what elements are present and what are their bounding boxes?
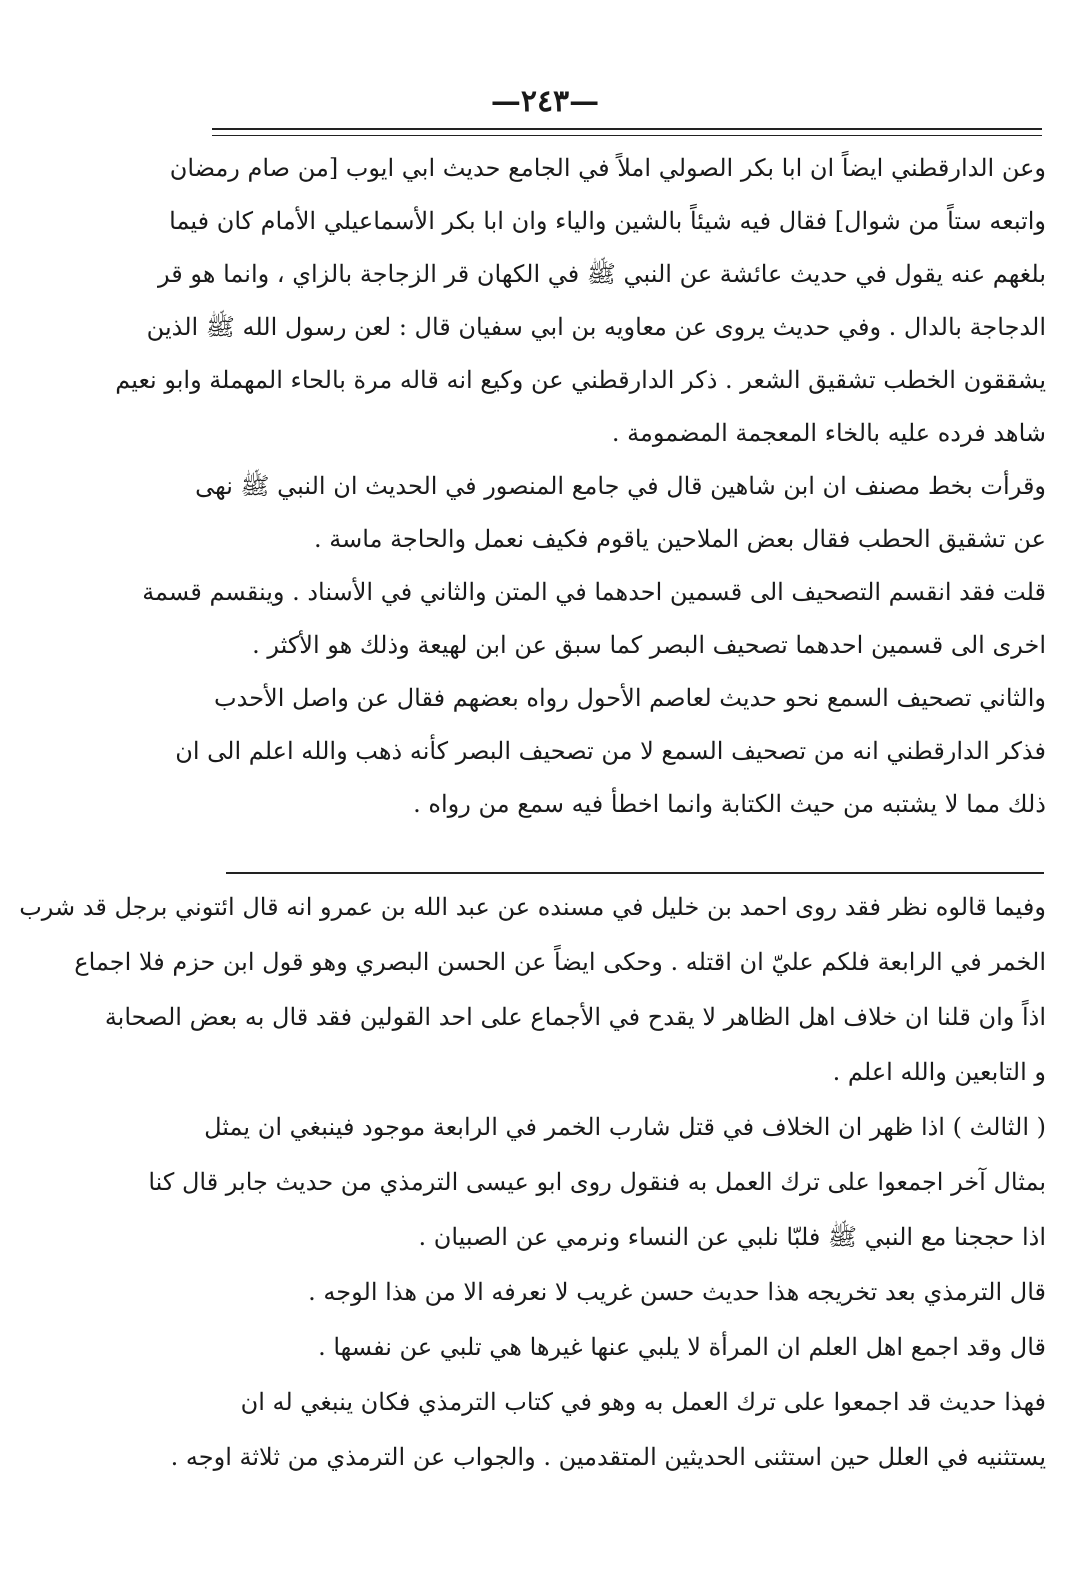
footnote-text-line: وفيما قالوه نظر فقد روى احمد بن خليل في مسنده عن عبد الله بن عمرو انه قال ائتوني برجل قد شرب (19, 893, 1046, 921)
main-text-line: واتبعه ستاً من شوال] فقال فيه شيئاً بالشين والياء وان ابا بكر الأسماعيلي الأمام كان فيما (169, 207, 1046, 235)
footnote-text-line: قال وقد اجمع اهل العلم ان المرأة لا يلبي عنها غيرها هي تلبي عن نفسها . (318, 1333, 1046, 1361)
main-text-line: بلغهم عنه يقول في حديث عائشة عن النبي ﷺ في الكهان قر الزجاجة بالزاي ، وانما هو قر (158, 260, 1046, 288)
main-text-line: الدجاجة بالدال . وفي حديث يروى عن معاويه بن ابي سفيان قال : لعن رسول الله ﷺ الذين (146, 313, 1046, 341)
main-text-line: عن تشقيق الحطب فقال بعض الملاحين ياقوم فكيف نعمل والحاجة ماسة . (314, 525, 1046, 553)
footnote-text-line: بمثال آخر اجمعوا على ترك العمل به فنقول روى ابو عيسى الترمذي من حديث جابر قال كنا (148, 1168, 1046, 1196)
footnote-text-line: اذاً وان قلنا ان خلاف اهل الظاهر لا يقدح في الأجماع على احد القولين فقد قال به بعض الصحابة (104, 1003, 1046, 1031)
main-text-line: ذلك مما لا يشتبه من حيث الكتابة وانما اخطأ فيه سمع من رواه . (413, 790, 1046, 818)
footnote-text-line: يستثنيه في العلل حين استثنى الحديثين المتقدمين . والجواب عن الترمذي من ثلاثة اوجه . (170, 1443, 1046, 1471)
footnote-text-line: الخمر في الرابعة فلكم عليّ ان اقتله . وحكى ايضاً عن الحسن البصري وهو قول ابن حزم فلا اجماع (74, 948, 1046, 976)
main-text-line: قلت فقد انقسم التصحيف الى قسمين احدهما في المتن والثاني في الأسناد . وينقسم قسمة (142, 578, 1046, 606)
main-text-line: والثاني تصحيف السمع نحو حديث لعاصم الأحول رواه بعضهم فقال عن واصل الأحدب (214, 684, 1046, 712)
footnote-text-line: اذا حججنا مع النبي ﷺ فلبّا نلبي عن النساء ونرمي عن الصبيان . (418, 1223, 1046, 1251)
footnote-text-line: فهذا حديث قد اجمعوا على ترك العمل به وهو في كتاب الترمذي فكان ينبغي له ان (240, 1388, 1046, 1416)
footnote-text (19, 880, 1046, 1485)
main-text (115, 142, 1046, 831)
header-double-rule (212, 128, 1042, 136)
footnote-text-line: ( الثالث ) اذا ظهر ان الخلاف في قتل شارب الخمر في الرابعة موجود فينبغي ان يمثل (204, 1113, 1046, 1141)
footnote-text-line: قال الترمذي بعد تخريجه هذا حديث حسن غريب لا نعرفه الا من هذا الوجه . (308, 1278, 1046, 1306)
main-text-line: وعن الدارقطني ايضاً ان ابا بكر الصولي املاً في الجامع حديث ابي ايوب [من صام رمضان (169, 154, 1046, 182)
main-text-line: فذكر الدارقطني انه من تصحيف السمع لا من تصحيف البصر كأنه ذهب والله اعلم الى ان (175, 737, 1046, 765)
main-text-line: وقرأت بخط مصنف ان ابن شاهين قال في جامع المنصور في الحديث ان النبي ﷺ نهى (195, 472, 1046, 500)
page-number: —٢٤٣— (490, 84, 600, 119)
footnote-text-line: و التابعين والله اعلم . (832, 1058, 1046, 1086)
main-text-line: يشققون الخطب تشقيق الشعر . ذكر الدارقطني عن وكيع انه قاله مرة بالحاء المهملة وابو نعيم (115, 366, 1046, 394)
footnote-separator-rule (226, 872, 1044, 874)
main-text-line: اخرى الى قسمين احدهما تصحيف البصر كما سبق عن ابن لهيعة وذلك هو الأكثر . (252, 631, 1046, 659)
main-text-line: شاهد فرده عليه بالخاء المعجمة المضمومة . (611, 419, 1046, 447)
